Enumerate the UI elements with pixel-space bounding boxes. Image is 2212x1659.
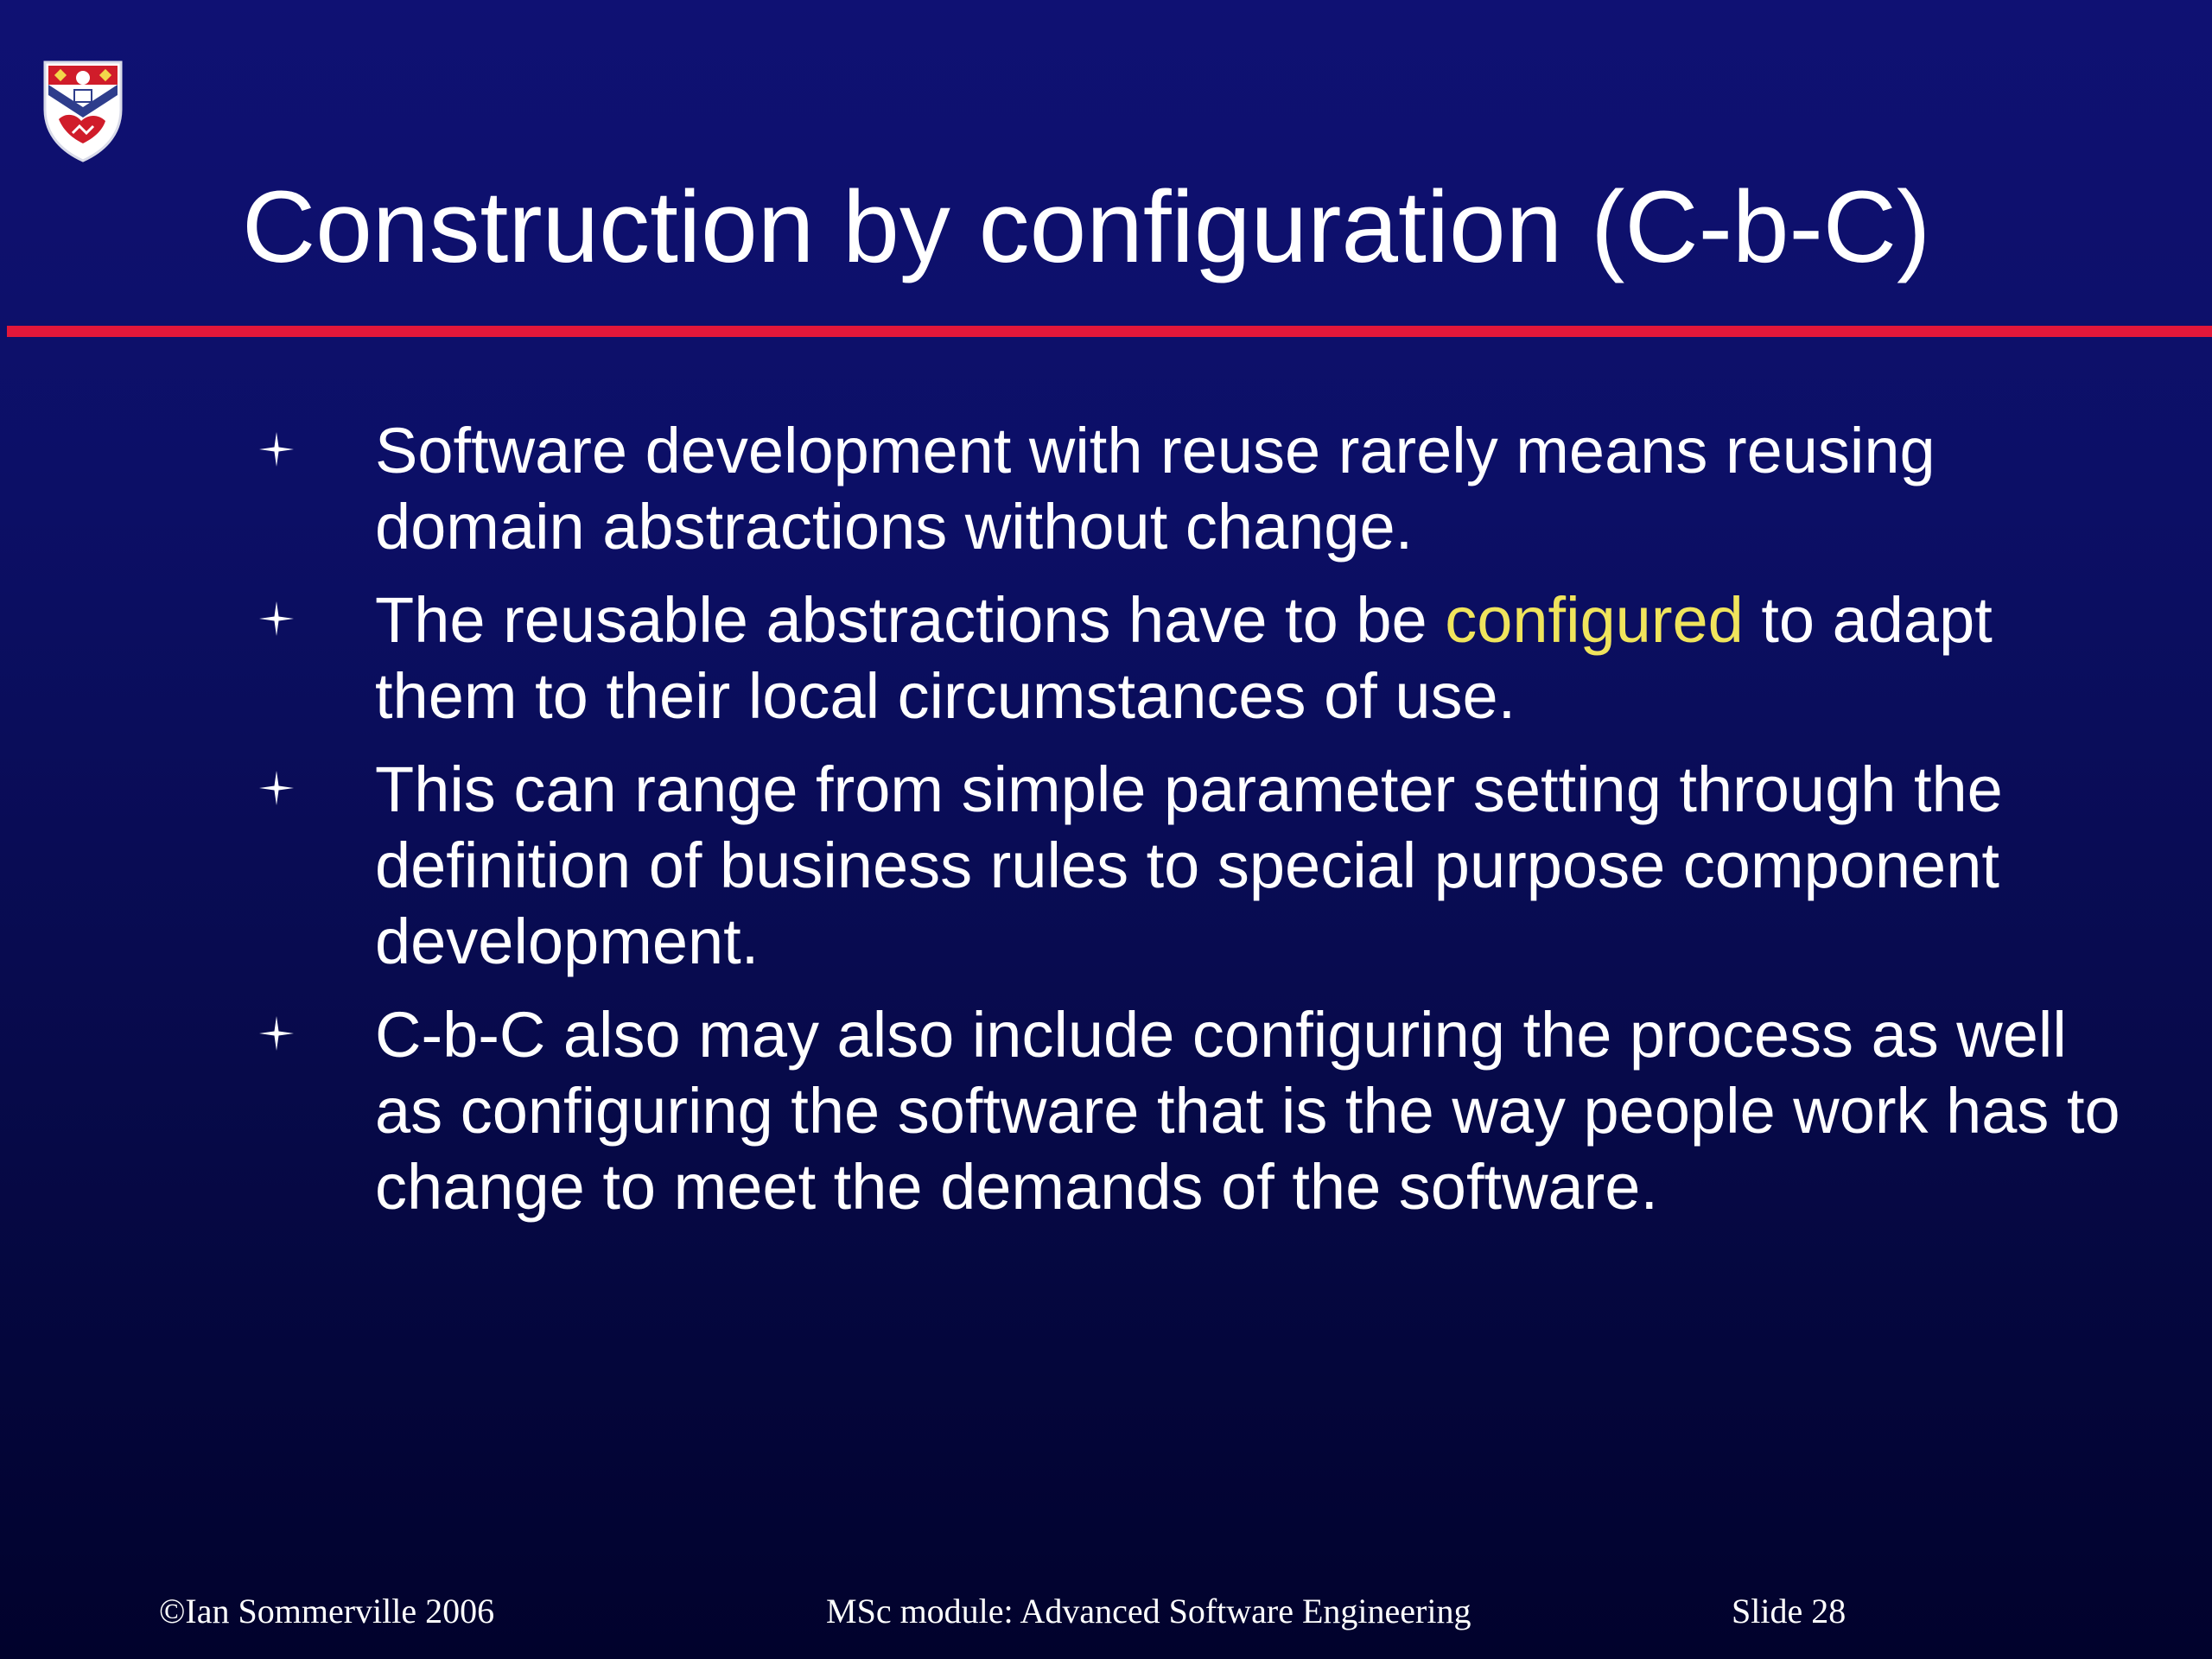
four-point-star-icon [259,771,294,805]
highlighted-term: configured [1445,584,1744,656]
footer-slide-number: Slide 28 [1732,1592,1847,1630]
bullet-text: C-b-C also may also include configuring the process as well as configuring the software that is the way people work has to change to meet the demands of the software. [375,999,2120,1223]
four-point-star-icon [259,601,294,636]
bullet-list [259,413,2126,1243]
bullet-text: This can range from simple parameter setting through the definition of business rules to special purpose component development. [375,753,2003,977]
university-crest-icon [41,59,124,164]
bullet-text-continued: to adapt them to their local circumstances of use. [375,584,1993,732]
bullet-text: Software development with reuse rarely means reusing domain abstractions without change. [375,415,1936,563]
slide-title: Construction by configuration (C-b-C) [242,170,1931,284]
title-divider [7,326,2212,337]
four-point-star-icon [259,1016,294,1051]
bullet-item [259,582,2126,734]
bullet-text: The reusable abstractions have to be [375,584,1446,656]
four-point-star-icon [259,432,294,467]
footer-module-name: MSc module: Advanced Software Engineering [826,1592,1471,1630]
bullet-item [259,413,2126,565]
footer-copyright: ©Ian Sommerville 2006 [159,1592,495,1630]
bullet-item [259,752,2126,980]
bullet-item [259,997,2126,1225]
